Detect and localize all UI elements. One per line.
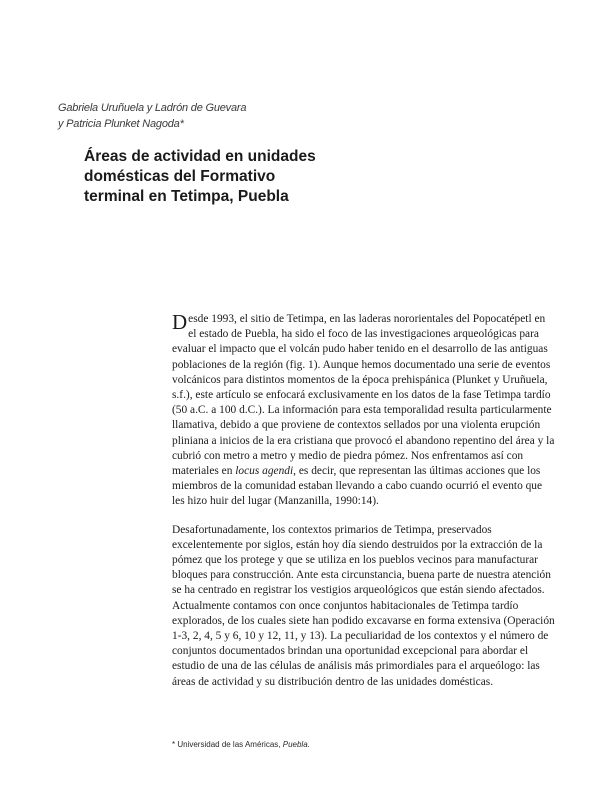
title-line-1: Áreas de actividad en unidades bbox=[84, 148, 316, 165]
article-title bbox=[84, 147, 384, 207]
author-line bbox=[58, 100, 398, 132]
footnote bbox=[172, 739, 472, 750]
footnote-marker: * bbox=[172, 740, 176, 749]
paragraph-1-text bbox=[172, 312, 556, 510]
paragraph-2 bbox=[172, 523, 556, 690]
italic-term: locus agendi bbox=[235, 465, 294, 478]
author-name-1: Gabriela Uruñuela y Ladrón de Guevara bbox=[58, 102, 247, 114]
paragraph-1-part-b: , es decir, que representan las últimas acciones que los miembros de la comunidad estaban llevando a cabo cuando ocurrió el evento que les hizo huir del lugar (Manzanilla, 1990:14). bbox=[172, 465, 543, 508]
title-line-3: terminal en Tetimpa, Puebla bbox=[84, 188, 289, 205]
article-body bbox=[172, 312, 556, 690]
paragraph-1-part-a: esde 1993, el sitio de Tetimpa, en las laderas nororientales del Popocatépetl en el estado de Puebla, ha sido el foco de las investigaciones arqueológicas para evaluar el impacto que el volcán pudo haber tenido en el desarrollo de las antiguas poblaciones de la región (fig. 1). Aunque hemos documentado una serie de eventos volcánicos para distintos momentos de la época prehispánica (Plunket y Uruñuela, s.f.), este artículo se enfocará exclusivamente en los datos de la fase Tetimpa tardío (50 a.C. a 100 d.C.). La información para esta temporalidad resulta particularmente llamativa, debido a que proviene de contextos sellados por una violenta erupción pliniana a inicios de la era cristiana que provocó el abandono repentino del área y la cubrió con metro a metro y medio de piedra pómez. Nos enfrentamos así con materiales en bbox=[172, 313, 555, 478]
paragraph-2-text: Desafortunadamente, los contextos primarios de Tetimpa, preservados excelentemente por siglos, están hoy día siendo destruidos por la extracción de la pómez que los protege y que se utiliza en los pueblos vecinos para manufacturar bloques para construcción. Ante esta circunstancia, buena parte de nuestra atención se ha centrado en registrar los vestigios arqueológicos que están siendo afectados. Actualmente contamos con once conjuntos habitacionales de Tetimpa tardío explorados, de los cuales siete han podido excavarse en forma extensiva (Operación 1-3, 2, 4, 5 y 6, 10 y 12, 11, y 13). La peculiaridad de los contextos y el número de conjuntos documentados brindan una oportunidad excepcional para abordar el estudio de una de las células de análisis más primordiales para el arqueólogo: las áreas de actividad y su distribución dentro de las unidades domésticas. bbox=[172, 523, 555, 688]
paragraph-1 bbox=[172, 312, 556, 510]
footnote-place: Puebla. bbox=[282, 740, 310, 749]
author-name-2: y Patricia Plunket Nagoda* bbox=[58, 118, 184, 130]
footnote-institution: Universidad de las Américas, bbox=[175, 740, 283, 749]
drop-cap: D bbox=[172, 310, 188, 334]
title-line-2: domésticas del Formativo bbox=[84, 168, 276, 185]
